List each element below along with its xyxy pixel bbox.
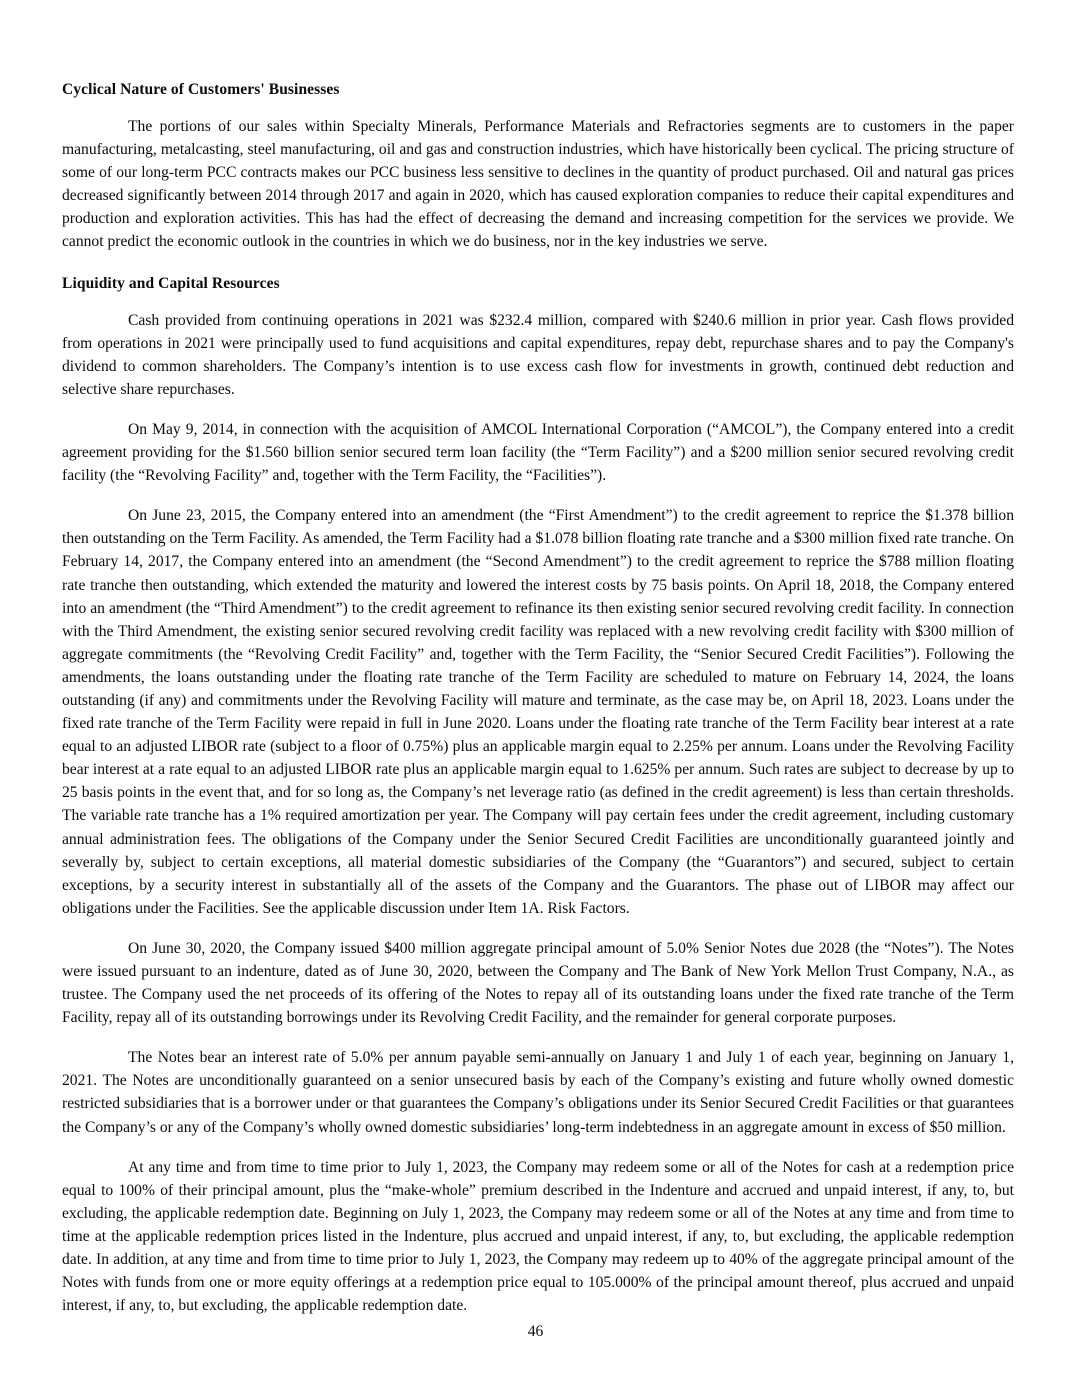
section-cyclical-nature (62, 78, 1014, 101)
page-number-footer: 46 (527, 1323, 544, 1340)
section-heading-liquidity-capital-resources: Liquidity and Capital Resources (62, 274, 280, 292)
paragraph-cash-provided: Cash provided from continuing operations in 2021 was $232.4 million, compared with $240.6 million in prior year. Cash flows provided from operations in 2021 were principally used to fund acquisitions and capital expenditures, repay debt, repurchase shares and to pay the Company's dividend to common shareholders. The Company’s intention is to use excess cash flow for investments in growth, continued debt reduction and selective share repurchases. (62, 311, 1014, 398)
paragraph-amcol-acquisition: On May 9, 2014, in connection with the acquisition of AMCOL International Corporation (“AMCOL”), the Company entered into a credit agreement providing for the $1.560 billion senior secured term loan facility (the “Term Facility”) and a $200 million senior secured revolving credit facility (the “Revolving Facility” and, together with the Term Facility, the “Facilities”). (62, 420, 1014, 485)
paragraph-senior-notes-issuance: On June 30, 2020, the Company issued $400 million aggregate principal amount of 5.0% Senior Notes due 2028 (the “Notes”). The Notes were issued pursuant to an indenture, dated as of June 30, 2020, between the Company and The Bank of New York Mellon Trust Company, N.A., as trustee. The Company used the net proceeds of its offering of the Notes to repay all of its outstanding loans under the fixed rate tranche of the Term Facility, repay all of its outstanding borrowings under its Revolving Credit Facility, and the remainder for general corporate purposes. (62, 939, 1014, 1027)
section-heading-cyclical-nature: Cyclical Nature of Customers' Businesses (62, 81, 340, 98)
paragraph-cyclical-nature-1: The portions of our sales within Specialty Minerals, Performance Materials and Refractories segments are to customers in the paper manufacturing, metalcasting, steel manufacturing, oil and gas and construction industries, which have historically been cyclical. The pricing structure of some of our long-term PCC contracts makes our PCC business less sensitive to declines in the quantity of product purchased. Oil and natural gas prices decreased significantly between 2014 through 2017 and again in 2020, which has caused exploration companies to reduce their capital expenditures and production and exploration activities. This has had the effect of decreasing the demand and increasing competition for the services we provide. We cannot predict the economic outlook in the countries in which we do business, nor in the key industries we serve. (62, 118, 1014, 251)
paragraph-notes-interest-rate: The Notes bear an interest rate of 5.0% per annum payable semi-annually on January 1 and July 1 of each year, beginning on January 1, 2021. The Notes are unconditionally guaranteed on a senior unsecured basis by each of the Company’s existing and future wholly owned domestic restricted subsidiaries that is a borrower under or that guarantees the Company’s obligations under its Senior Secured Credit Facilities or that guarantees the Company’s or any of the Company’s wholly owned domestic subsidiaries’ long-term indebtedness in an aggregate amount in excess of $50 million. (62, 1049, 1014, 1136)
paragraph-credit-agreement-amendments: On June 23, 2015, the Company entered into an amendment (the “First Amendment”) to the credit agreement to reprice the $1.378 billion then outstanding on the Term Facility. As amended, the Term Facility had a $1.078 billion floating rate tranche and a $300 million fixed rate tranche. On February 14, 2017, the Company entered into an amendment (the “Second Amendment”) to the credit agreement to reprice the $788 million floating rate tranche then outstanding, which extended the maturity and lowered the interest costs by 75 basis points. On April 18, 2018, the Company entered into an amendment (the “Third Amendment”) to the credit agreement to refinance its then existing senior secured revolving credit facility. In connection with the Third Amendment, the existing senior secured revolving credit facility was replaced with a new revolving credit facility with $300 million of aggregate commitments (the “Revolving Credit Facility” and, together with the Term Facility, the “Senior Secured Credit Facilities”). Following the amendments, the loans outstanding under the floating rate tranche of the Term Facility are scheduled to mature on February 14, 2024, the loans outstanding (if any) and commitments under the Revolving Facility will mature and terminate, as the case may be, on April 18, 2023. Loans under the fixed rate tranche of the Term Facility were repaid in full in June 2020. Loans under the floating rate tranche of the Term Facility bear interest at a rate equal to an adjusted LIBOR rate (subject to a floor of 0.75%) plus an applicable margin equal to 2.25% per annum. Loans under the Revolving Facility bear interest at a rate equal to an adjusted LIBOR rate plus an applicable margin equal to 1.625% per annum. Such rates are subject to decrease by up to 25 basis points in the event that, and for so long as, the Company’s net leverage ratio (as defined in the credit agreement) is less than certain thresholds. The variable rate tranche has a 1% required amortization per year. The Company will pay certain fees under the credit agreement, including customary annual administration fees. The obligations of the Company under the Senior Secured Credit Facilities are unconditionally guaranteed jointly and severally by, subject to certain exceptions, all material domestic subsidiaries of the Company (the “Guarantors”) and secured, subject to certain exceptions, by a security interest in substantially all of the assets of the Company and the Guarantors. The phase out of LIBOR may affect our obligations under the Facilities. See the applicable discussion under Item 1A. Risk Factors. (62, 507, 1014, 917)
section-liquidity-capital-resources (62, 272, 1014, 295)
paragraph-notes-redemption: At any time and from time to time prior to July 1, 2023, the Company may redeem some or all of the Notes for cash at a redemption price equal to 100% of their principal amount, plus the “make-whole” premium described in the Indenture and accrued and unpaid interest, if any, to, but excluding, the applicable redemption date. Beginning on July 1, 2023, the Company may redeem some or all of the Notes at any time and from time to time at the applicable redemption prices listed in the Indenture, plus accrued and unpaid interest, if any, to, but excluding, the applicable redemption date. In addition, at any time and from time to time prior to July 1, 2023, the Company may redeem up to 40% of the aggregate principal amount of the Notes with funds from one or more equity offerings at a redemption price equal to 105.000% of the principal amount thereof, plus accrued and unpaid interest, if any, to, but excluding, the applicable redemption date. (62, 1158, 1014, 1315)
page-content (62, 78, 1014, 1317)
